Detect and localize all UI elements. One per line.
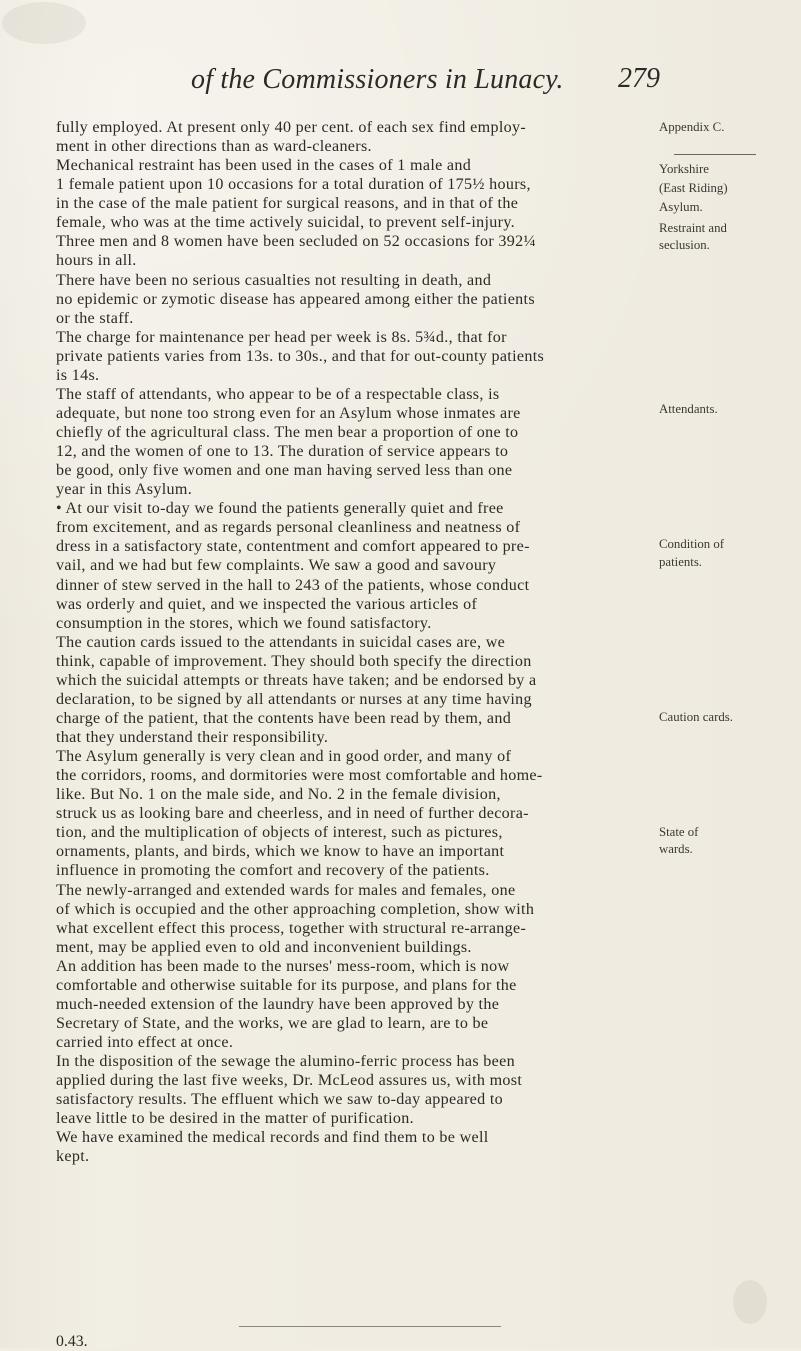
margin-note-attendants: Attendants. xyxy=(659,402,718,416)
body-line-50: In the disposition of the sewage the alumino-ferric process has been xyxy=(56,1053,515,1071)
body-line-16: adequate, but none too strong even for an Asylum whose inmates are xyxy=(56,404,521,422)
margin-note-patients: patients. xyxy=(659,555,703,569)
page-number: 279 xyxy=(618,63,660,94)
body-line-36: like. But No. 1 on the male side, and No. 2 in the female division, xyxy=(56,786,501,804)
body-line-52: satisfactory results. The effluent which we saw to-day appeared to xyxy=(56,1091,503,1109)
body-line-53: leave little to be desired in the matter of purification. xyxy=(56,1110,414,1128)
footer-code: 0.43. xyxy=(56,1333,88,1350)
body-line-23: dress in a satisfactory state, contentment and comfort appeared to pre- xyxy=(56,538,530,556)
margin-note-caution-cards: Caution cards. xyxy=(659,710,733,724)
body-line-17: chiefly of the agricultural class. The men bear a proportion of one to xyxy=(56,424,519,441)
body-line-9: There have been no serious casualties not resulting in death, and xyxy=(56,271,492,289)
margin-note-state: State of xyxy=(659,825,699,839)
body-line-12: The charge for maintenance per head per week is 8s. 5¾d., that for xyxy=(56,328,507,346)
body-line-19: be good, only five women and one man having served less than one xyxy=(56,462,513,480)
body-line-43: what excellent effect this process, together with structural re-arrange- xyxy=(56,919,527,937)
body-line-44: ment, may be applied even to old and inconvenient buildings. xyxy=(56,938,472,956)
margin-note-wards: wards. xyxy=(659,842,693,856)
body-line-18: 12, and the women of one to 13. The duration of service appears to xyxy=(56,443,509,461)
body-line-34: The Asylum generally is very clean and in good order, and many of xyxy=(56,748,512,766)
body-line-28: The caution cards issued to the attendants in suicidal cases are, we xyxy=(56,633,506,651)
body-line-27: consumption in the stores, which we found satisfactory. xyxy=(56,614,432,632)
margin-note-appendix: Appendix C. xyxy=(659,120,725,134)
body-line-35: the corridors, rooms, and dormitories were most comfortable and home- xyxy=(56,767,543,785)
body-line-5: in the case of the male patient for surgical reasons, and in that of the xyxy=(56,195,519,213)
body-line-14: is 14s. xyxy=(56,366,100,384)
body-line-7: Three men and 8 women have been secluded on 52 occasions for 392¼ xyxy=(56,233,536,251)
body-line-46: comfortable and otherwise suitable for its purpose, and plans for the xyxy=(56,976,517,994)
body-line-1: fully employed. At present only 40 per cent. of each sex find employ- xyxy=(56,119,527,136)
body-line-39: ornaments, plants, and birds, which we know to have an important xyxy=(56,843,505,861)
margin-note-restraint: Restraint and xyxy=(659,221,727,235)
body-line-51: applied during the last five weeks, Dr. McLeod assures us, with most xyxy=(56,1072,523,1090)
body-line-10: no epidemic or zymotic disease has appeared among either the patients xyxy=(56,290,535,308)
body-line-30: which the suicidal attempts or threats have taken; and be endorsed by a xyxy=(56,671,537,689)
body-line-47: much-needed extension of the laundry have been approved by the xyxy=(56,995,500,1013)
body-line-42: of which is occupied and the other approaching completion, show with xyxy=(56,900,535,918)
body-line-55: kept. xyxy=(56,1148,90,1166)
page-header-title: of the Commissioners in Lunacy. xyxy=(191,64,564,95)
body-text xyxy=(56,118,641,1166)
margin-note-asylum: Asylum. xyxy=(659,200,703,214)
body-line-26: was orderly and quiet, and we inspected the various articles of xyxy=(56,595,478,613)
body-line-20: year in this Asylum. xyxy=(56,481,193,499)
body-line-41: The newly-arranged and extended wards for males and females, one xyxy=(56,881,516,899)
margin-note-seclusion: seclusion. xyxy=(659,238,710,252)
body-line-38: tion, and the multiplication of objects of interest, such as pictures, xyxy=(56,824,503,842)
body-line-4: 1 female patient upon 10 occasions for a total duration of 175½ hours, xyxy=(56,176,531,194)
body-line-40: influence in promoting the comfort and recovery of the patients. xyxy=(56,862,490,880)
margin-note-condition: Condition of xyxy=(659,537,725,551)
body-line-33: that they understand their responsibility. xyxy=(56,729,329,746)
body-line-49: carried into effect at once. xyxy=(56,1034,234,1051)
body-line-21: • At our visit to-day we found the patients generally quiet and free xyxy=(56,500,504,518)
body-line-6: female, who was at the time actively suicidal, to prevent self-injury. xyxy=(56,214,516,232)
margin-note-east-riding: (East Riding) xyxy=(659,181,728,195)
body-line-8: hours in all. xyxy=(56,252,137,270)
body-line-2: ment in other directions than as ward-cleaners. xyxy=(56,138,372,156)
body-line-54: We have examined the medical records and find them to be well xyxy=(56,1129,489,1147)
body-line-29: think, capable of improvement. They should both specify the direction xyxy=(56,652,532,670)
body-line-48: Secretary of State, and the works, we are glad to learn, are to be xyxy=(56,1014,489,1032)
body-line-22: from excitement, and as regards personal cleanliness and neatness of xyxy=(56,519,521,537)
body-line-37: struck us as looking bare and cheerless, and in need of further decora- xyxy=(56,805,529,823)
body-line-31: declaration, to be signed by all attendants or nurses at any time having xyxy=(56,690,532,708)
body-line-45: An addition has been made to the nurses' mess-room, which is now xyxy=(56,957,510,975)
paper-stain xyxy=(2,2,86,44)
body-line-25: dinner of stew served in the hall to 243 of the patients, whose conduct xyxy=(56,576,530,594)
body-line-13: private patients varies from 13s. to 30s., and that for out-county patients xyxy=(56,347,545,365)
margin-rule xyxy=(674,154,756,155)
body-line-3: Mechanical restraint has been used in the cases of 1 male and xyxy=(56,157,472,175)
paper-stain xyxy=(733,1280,767,1324)
body-line-15: The staff of attendants, who appear to be of a respectable class, is xyxy=(56,385,500,403)
bottom-rule xyxy=(239,1326,501,1327)
margin-note-yorkshire: Yorkshire xyxy=(659,162,709,176)
body-line-24: vail, and we had but few complaints. We saw a good and savoury xyxy=(56,557,497,575)
body-line-32: charge of the patient, that the contents have been read by them, and xyxy=(56,709,512,727)
body-line-11: or the staff. xyxy=(56,309,134,327)
